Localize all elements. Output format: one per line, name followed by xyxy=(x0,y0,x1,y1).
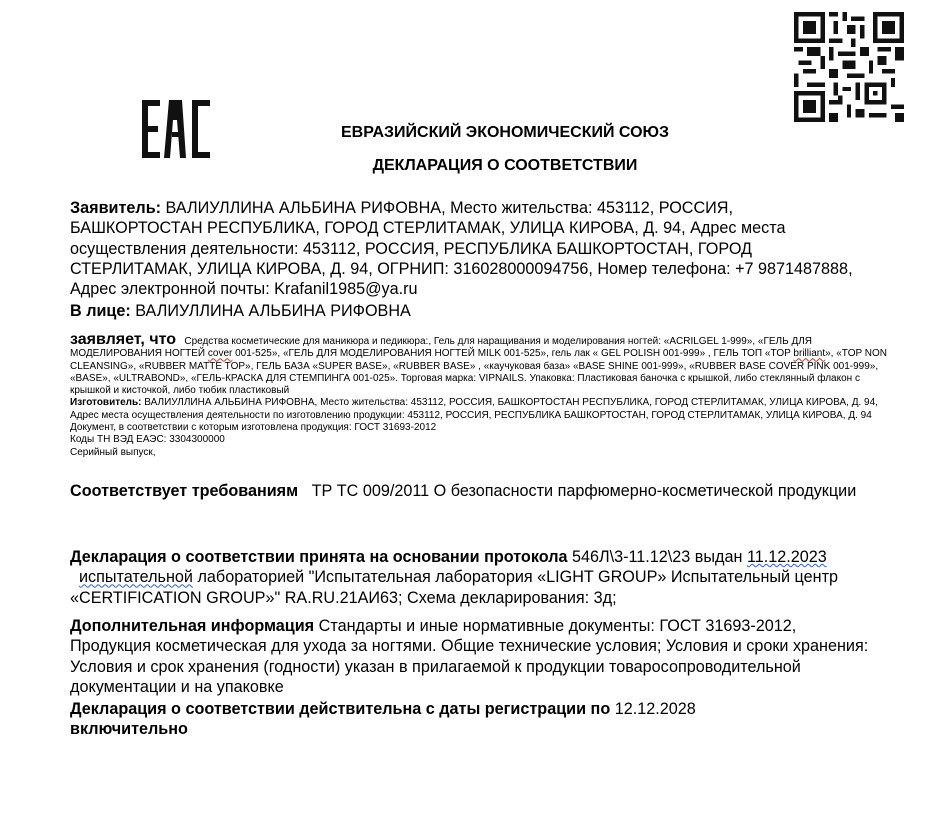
person-section xyxy=(70,301,870,321)
conforms-section xyxy=(70,481,870,501)
person-label: В лице: xyxy=(70,302,131,320)
validity-date: 12.12.2028 xyxy=(614,700,696,718)
applicant-text: ВАЛИУЛЛИНА АЛЬБИНА РИФОВНА, Место жительства: 453112, РОССИЯ, БАШКОРТОСТАН РЕСПУБЛИКА, ГОРОД СТЕРЛИТАМАК, УЛИЦА КИРОВА, Д. 94, Адрес места осуществления деятельности: 453112, РОССИЯ, РЕСПУБЛИКА БАШКОРТОСТАН, ГОРОД СТЕРЛИТАМАК, УЛИЦА КИРОВА, Д. 94, ОГРНИП: 316028000094756, Номер телефона: +7 9871487888, Адрес электронной почты: Krafanil1985@ya.ru xyxy=(70,199,853,299)
document-title: ДЕКЛАРАЦИЯ О СООТВЕТСТВИИ xyxy=(372,157,638,174)
person-text: ВАЛИУЛЛИНА АЛЬБИНА РИФОВНА xyxy=(135,302,411,320)
additional-section xyxy=(70,616,870,697)
validity-suffix: включительно xyxy=(70,720,188,739)
declares-label: заявляет, что xyxy=(70,331,176,348)
basis-lab-word: испытательной xyxy=(79,568,193,587)
declares-word-brilliant: brilliant xyxy=(793,348,826,360)
manufacturer-text: ВАЛИУЛЛИНА АЛЬБИНА РИФОВНА, Место жительства: 453112, РОССИЯ, БАШКОРТОСТАН РЕСПУБЛИКА, ГОРОД СТЕРЛИТАМАК, УЛИЦА КИРОВА, Д. 94, Адрес места осуществления деятельности по изготовлению продукции: 453112, РОССИЯ, РЕСПУБЛИКА БАШКОРТОСТАН, ГОРОД СТЕРЛИТАМАК, УЛИЦА КИРОВА, Д. 94 xyxy=(70,397,878,421)
applicant-label: Заявитель: xyxy=(70,199,162,217)
conforms-label: Соответствует требованиям xyxy=(70,482,299,500)
declares-word-cover: cover xyxy=(207,348,233,360)
document-line: Документ, в соответствии с которым изготовлена продукция: ГОСТ 31693-2012 xyxy=(70,422,437,434)
manufacturer-label: Изготовитель: xyxy=(70,397,142,409)
manufacturer-section xyxy=(70,397,890,422)
basis-text-3: лабораторией "Испытательная лаборатория «LIGHT GROUP» Испытательный центр «CERTIFICATION GROUP»" RA.RU.21АИ63; Схема декларирования: 3д; xyxy=(70,568,839,607)
declares-text-3: », «TOP NON CLEANSING», «RUBBER MATTE TOP», ГЕЛЬ БАЗА «SUPER BASE», «RUBBER BASE» , «каучуковая база» «BASE SHINE 001-999», «RUBBER BASE COVER PINK 001-999», «BASE», «ULTRABOND», «ГЕЛЬ-КРАСКА ДЛЯ СТЕМПИНГА 001-025». Торговая марка: VIPNAILS. Упаковка: Пластиковая баночка с крышкой, либо стеклянный флакон с крышкой и кисточкой, либо тюбик пластиковый xyxy=(70,348,887,397)
validity-section xyxy=(70,699,870,740)
basis-text-1: 546Л\3-11.12\23 выдан xyxy=(567,548,747,566)
basis-gap xyxy=(70,568,79,586)
union-title: ЕВРАЗИЙСКИЙ ЭКОНОМИЧЕСКИЙ СОЮЗ xyxy=(340,124,670,141)
declares-text-1: Средства косметические для маникюра и педикюра:, Гель для наращивания и моделирования ногтей: «ACRILGEL 1-999», «ГЕЛЬ ДЛЯ МОДЕЛИРОВАНИЯ НОГТЕЙ xyxy=(70,336,813,360)
declares-text-2: 001-525», «ГЕЛЬ ДЛЯ МОДЕЛИРОВАНИЯ НОГТЕЙ MILK 001-525», гель лак « GEL POLISH 001-999» , ГЕЛЬ ТОП «TOP xyxy=(232,348,794,360)
basis-date: 11.12.2023 xyxy=(746,548,827,566)
declares-section xyxy=(70,331,890,459)
qr-code xyxy=(794,12,904,122)
codes-line: Коды ТН ВЭД ЕАЭС: 3304300000 xyxy=(70,434,225,446)
basis-section xyxy=(70,547,870,608)
serial-line: Серийный выпуск, xyxy=(70,446,156,458)
additional-label: Дополнительная информация xyxy=(70,617,315,635)
conforms-text: ТР ТС 009/2011 О безопасности парфюмерно-косметической продукции xyxy=(311,482,857,500)
validity-label: Декларация о соответствии действительна с даты регистрации по xyxy=(70,700,611,718)
basis-label: Декларация о соответствии принята на основании протокола xyxy=(70,548,568,566)
additional-text: Стандарты и иные нормативные документы: ГОСТ 31693-2012, Продукция косметическая для ухода за ногтями. Общие технические условия; Условия и сроки хранения: Условия и срок хранения (годности) указан в прилагаемой к продукции товаросопроводительной документации и на упаковке xyxy=(70,617,869,696)
applicant-section xyxy=(70,198,870,299)
